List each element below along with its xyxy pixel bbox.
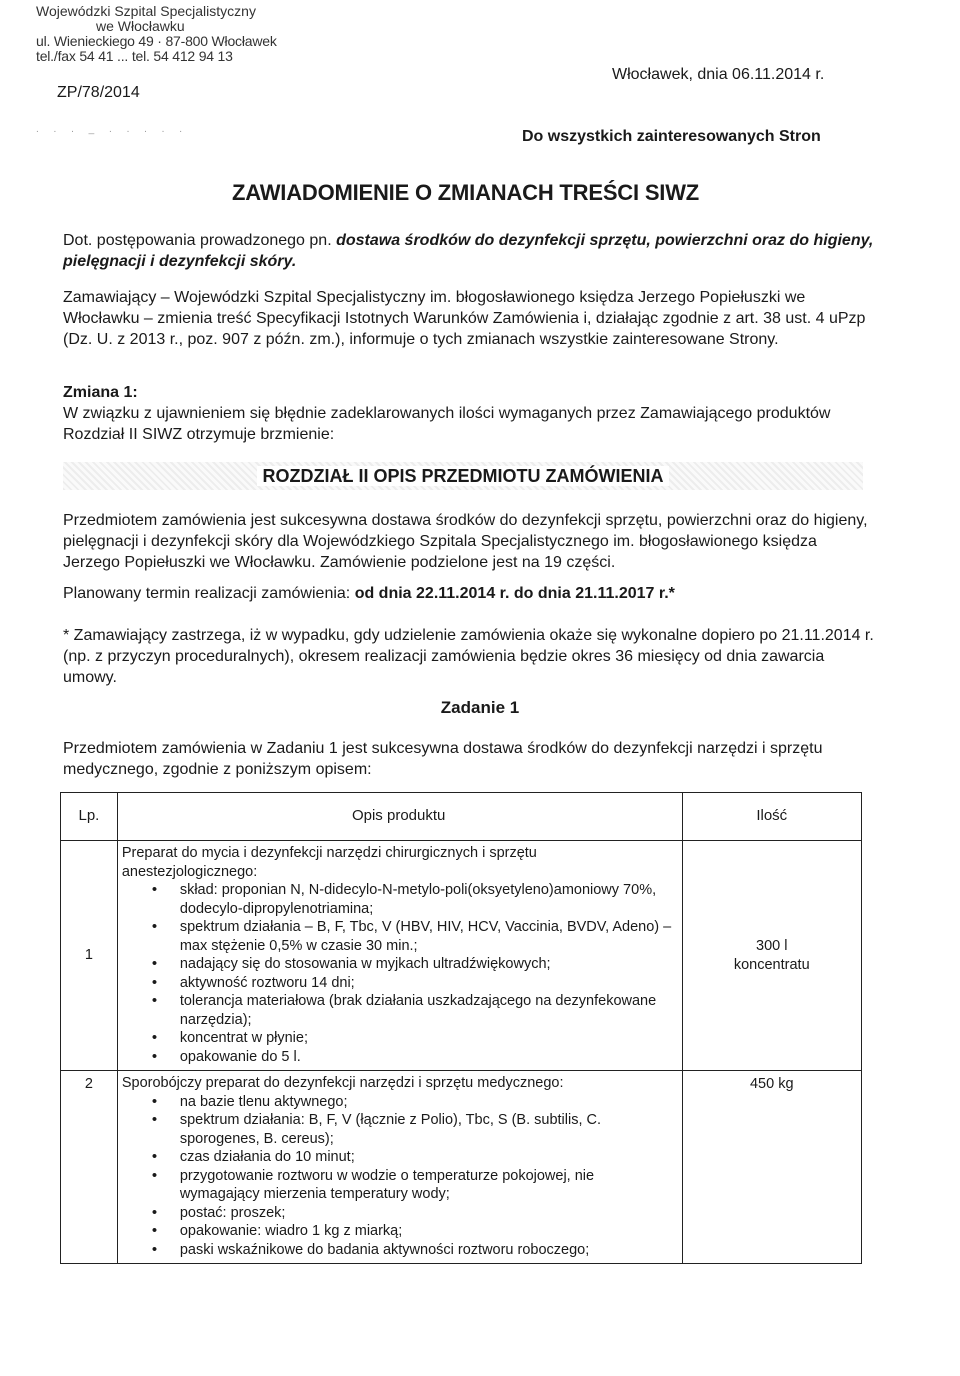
list-item: • na bazie tlenu aktywnego; xyxy=(122,1093,676,1112)
header-description: Opis produktu xyxy=(117,793,682,841)
table-row xyxy=(61,841,862,1071)
row-description-cell xyxy=(117,1071,682,1264)
list-item: • aktywność roztworu 14 dni; xyxy=(122,974,676,993)
feature-list xyxy=(122,881,676,1066)
list-item: • opakowanie do 5 l. xyxy=(122,1048,676,1067)
document-title: ZAWIADOMIENIE O ZMIANACH TREŚCI SIWZ xyxy=(232,180,700,205)
reference-number: ZP/78/2014 xyxy=(57,84,140,101)
list-item: • postać: proszek; xyxy=(122,1204,676,1223)
subject-of-order-paragraph: Przedmiotem zamówienia jest sukcesywna dostawa środków do dezynfekcji sprzętu, powierzchni oraz do higieny, pielęgnacji i dezynfekcji skóry dla Wojewódzkiego Szpitala Specjalistycznego im. błogosławionego księdza Jerzego Popiełuszki we Włocławku. Zamówienie podzielone jest na 19 części. xyxy=(63,512,868,571)
scan-artifact-dots: . . . _ . . . . . xyxy=(36,124,189,135)
row-quantity-cell xyxy=(682,1071,861,1264)
subject-prefix: Dot. postępowania prowadzonego pn. xyxy=(63,232,337,249)
sender-city: we Włocławku xyxy=(96,18,185,34)
list-item: • czas działania do 10 minut; xyxy=(122,1148,676,1167)
section-heading-text: ROZDZIAŁ II OPIS PRZEDMIOTU ZAMÓWIENIA xyxy=(257,466,670,486)
row-lp: 1 xyxy=(61,841,118,1071)
subject-title: dostawa środków do dezynfekcji sprzętu, powierzchni oraz do higieny, pielęgnacji i dezynfekcji skóry. xyxy=(63,232,874,270)
list-item: • spektrum działania: B, F, V (łącznie z Polio), Tbc, S (B. subtilis, C. sporogenes, B. cereus); xyxy=(122,1111,676,1148)
task-heading: Zadanie 1 xyxy=(440,698,520,717)
letter-date: Włocławek, dnia 06.11.2014 r. xyxy=(612,66,825,83)
list-item: • tolerancja materiałowa (brak działania uszkadzającego na dezynfekowane narzędzia); xyxy=(122,992,676,1029)
list-item: • paski wskaźnikowe do badania aktywności roztworu roboczego; xyxy=(122,1241,676,1260)
task-description: Przedmiotem zamówienia w Zadaniu 1 jest sukcesywna dostawa środków do dezynfekcji narzędzi i sprzętu medycznego, zgodnie z poniższym opisem: xyxy=(63,740,823,778)
table-row xyxy=(61,1071,862,1264)
list-item: • opakowanie: wiadro 1 kg z miarką; xyxy=(122,1222,676,1241)
row-description: Sporobójczy preparat do dezynfekcji narzędzi i sprzętu medycznego: xyxy=(121,1075,564,1091)
sender-name: Wojewódzki Szpital Specjalistyczny xyxy=(36,3,256,19)
row-lp: 2 xyxy=(61,1071,118,1264)
row-description-cell xyxy=(117,841,682,1071)
section-heading xyxy=(63,464,863,488)
recipient-line: Do wszystkich zainteresowanych Stron xyxy=(522,128,821,145)
list-item: • przygotowanie roztworu w wodzie o temperaturze pokojowej, nie wymagający mierzenia temperatury wody; xyxy=(122,1167,676,1204)
table-header-row xyxy=(61,793,862,841)
list-item: • skład: proponian N, N-didecylo-N-metylo-poli(oksyetyleno)amoniowy 70%, dodecylo-dipropylenotriamina; xyxy=(122,881,676,918)
change-text: W związku z ujawnieniem się błędnie zadeklarowanych ilości wymaganych przez Zamawiającego produktów Rozdział II SIWZ otrzymuje brzmienie: xyxy=(63,405,831,443)
row-quantity: 450 kg xyxy=(749,1076,794,1092)
row-quantity: 300 l xyxy=(756,938,788,954)
footnote-paragraph: * Zamawiający zastrzega, iż w wypadku, gdy udzielenie zamówienia okaże się wykonalne dopiero po 21.11.2014 r. (np. z przyczyn proceduralnych), okresem realizacji zamówienia będzie okres 36 miesięcy od dnia zawarcia umowy. xyxy=(63,627,874,686)
product-table xyxy=(60,792,862,1264)
sender-letterhead xyxy=(36,4,277,64)
row-description: Preparat do mycia i dezynfekcji narzędzi chirurgicznych i sprzętu anestezjologicznego: xyxy=(121,845,537,880)
term-value: od dnia 22.11.2014 r. do dnia 21.11.2017 r.* xyxy=(354,585,675,602)
header-quantity: Ilość xyxy=(682,793,861,841)
sender-address: ul. Wienieckiego 49 · 87-800 Włocławek xyxy=(36,33,277,49)
row-quantity-note: koncentratu xyxy=(733,956,810,973)
header-lp: Lp. xyxy=(61,793,118,841)
list-item: • nadający się do stosowania w myjkach ultradźwiękowych; xyxy=(122,955,676,974)
change-heading: Zmiana 1: xyxy=(63,384,138,401)
list-item: • koncentrat w płynie; xyxy=(122,1029,676,1048)
term-paragraph xyxy=(63,583,875,604)
sender-phone: tel./fax 54 41 ... tel. 54 412 94 13 xyxy=(36,48,233,64)
list-item: • spektrum działania – B, F, Tbc, V (HBV, HIV, HCV, Vaccinia, BVDV, Adeno) – max stężenie 0,5% w czasie 30 min.; xyxy=(122,918,676,955)
term-prefix: Planowany termin realizacji zamówienia: xyxy=(63,585,355,602)
feature-list xyxy=(122,1093,676,1260)
row-quantity-cell xyxy=(682,841,861,1071)
subject-paragraph xyxy=(63,230,875,272)
contracting-authority-paragraph: Zamawiający – Wojewódzki Szpital Specjalistyczny im. błogosławionego księdza Jerzego Popiełuszki we Włocławku – zmienia treść Specyfikacji Istotnych Warunków Zamówienia i, działając zgodnie z art. 38 ust. 4 uPzp (Dz. U. z 2013 r., poz. 907 z późn. zm.), informuje o tych zmianach wszystkie zainteresowane Strony. xyxy=(63,289,866,348)
